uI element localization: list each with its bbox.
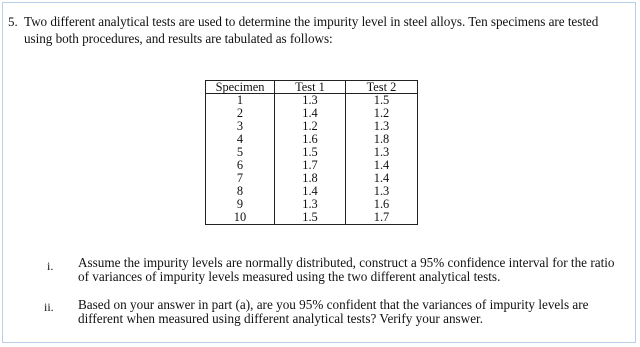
test-1-cell: 1.3 <box>275 198 346 211</box>
test-1-cell: 1.5 <box>275 146 346 159</box>
test-1-cell: 1.3 <box>275 94 346 108</box>
specimen-cell: 8 <box>206 185 275 198</box>
test-2-cell: 1.7 <box>346 211 418 225</box>
test-1-cell: 1.8 <box>275 172 346 185</box>
test-2-cell: 1.3 <box>346 146 418 159</box>
question-number: 5. <box>8 14 18 29</box>
specimen-cell: 9 <box>206 198 275 211</box>
test-1-cell: 1.4 <box>275 185 346 198</box>
specimen-cell: 3 <box>206 120 275 133</box>
test-2-cell: 1.6 <box>346 198 418 211</box>
test-1-cell: 1.5 <box>275 211 346 225</box>
test-2-cell: 1.5 <box>346 94 418 108</box>
part-ii-text: Based on your answer in part (a), are you 95% confident that the variances of impurity levels are different when measured using different analytical tests? Verify your answer. <box>78 297 589 326</box>
test-2-cell: 1.4 <box>346 159 418 172</box>
specimen-cell: 1 <box>206 94 275 108</box>
part-i-number: i. <box>47 259 54 273</box>
table-header-row <box>206 81 418 94</box>
header-specimen: Specimen <box>206 81 275 94</box>
test-2-cell: 1.2 <box>346 107 418 120</box>
test-2-cell: 1.3 <box>346 120 418 133</box>
part-i-text: Assume the impurity levels are normally distributed, construct a 95% confidence interval for the ratio of variances of impurity levels measured using the two different analytical tests. <box>78 255 615 284</box>
test-1-cell: 1.6 <box>275 133 346 146</box>
data-table <box>205 80 418 225</box>
specimen-cell: 10 <box>206 211 275 225</box>
test-1-cell: 1.2 <box>275 120 346 133</box>
test-1-cell: 1.4 <box>275 107 346 120</box>
table-row <box>206 94 418 108</box>
test-1-cell: 1.7 <box>275 159 346 172</box>
test-2-cell: 1.3 <box>346 185 418 198</box>
specimen-cell: 5 <box>206 146 275 159</box>
specimen-cell: 2 <box>206 107 275 120</box>
test-2-cell: 1.4 <box>346 172 418 185</box>
table-row <box>206 211 418 225</box>
specimen-cell: 6 <box>206 159 275 172</box>
specimen-cell: 4 <box>206 133 275 146</box>
header-test-1: Test 1 <box>275 81 346 94</box>
header-test-2: Test 2 <box>346 81 418 94</box>
specimen-cell: 7 <box>206 172 275 185</box>
test-2-cell: 1.8 <box>346 133 418 146</box>
question-text: Two different analytical tests are used to determine the impurity level in steel alloys. Ten specimens are tested using both procedures, and results are tabulated as follows: <box>24 14 599 46</box>
part-ii-number: ii. <box>44 300 54 314</box>
